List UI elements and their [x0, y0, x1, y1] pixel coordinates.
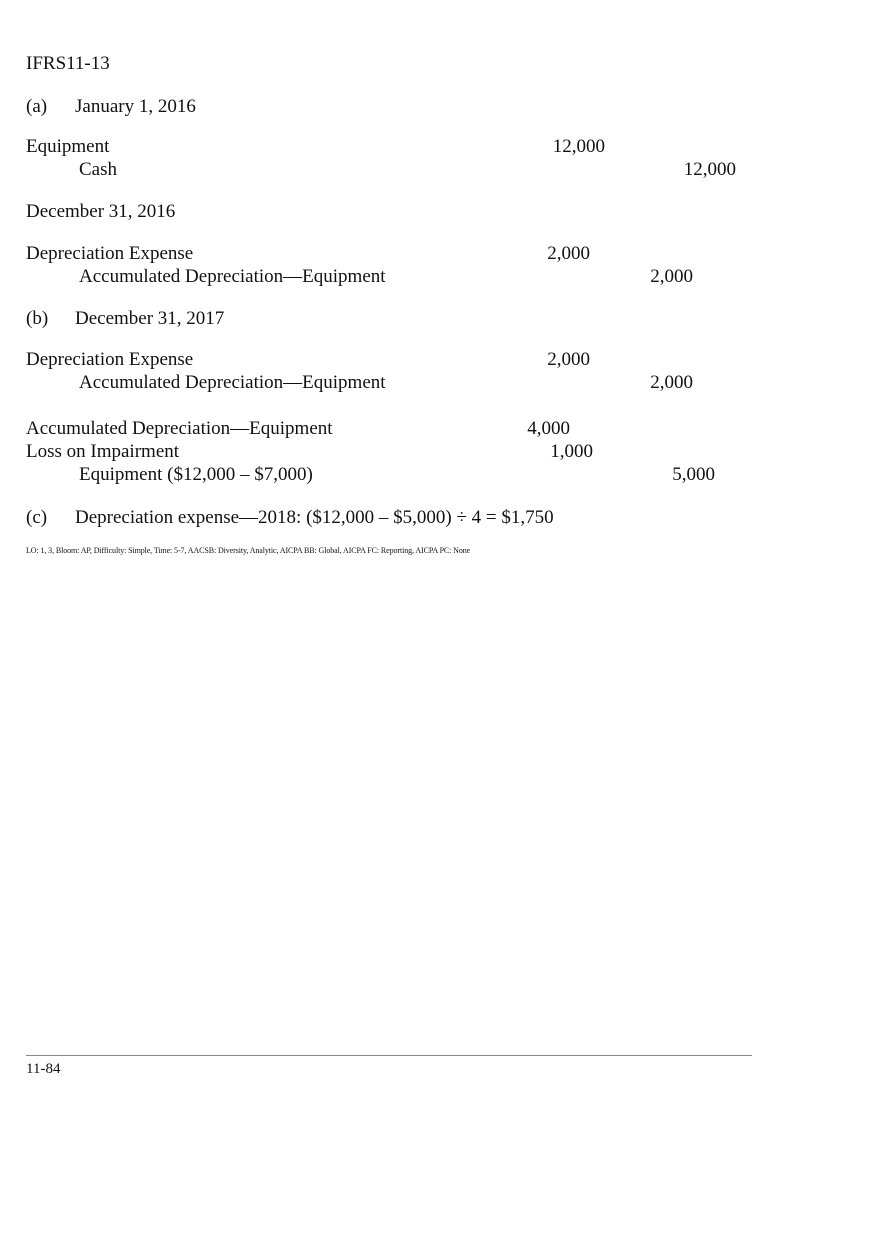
entry-debit-amount: 4,000: [527, 418, 570, 439]
exercise-title: IFRS11-13: [26, 53, 110, 74]
part-a-date-2: December 31, 2016: [26, 201, 176, 222]
entry-credit-amount: 2,000: [650, 372, 693, 393]
part-a-label: (a): [26, 96, 48, 117]
footer-divider: [26, 1055, 752, 1056]
entry-credit-amount: 2,000: [650, 266, 693, 287]
entry-account-credit: Accumulated Depreciation—Equipment: [79, 372, 386, 393]
entry-credit-amount: 5,000: [672, 464, 715, 485]
entry-account-debit: Loss on Impairment: [26, 441, 180, 462]
part-b-label: (b): [26, 308, 49, 329]
entry-credit-amount: 12,000: [683, 159, 736, 180]
page-number: 11-84: [26, 1061, 61, 1077]
learning-objective-line: LO: 1, 3, Bloom: AP, Difficulty: Simple, Time: 5-7, AACSB: Diversity, Analytic, AICPA BB: Global, AICPA FC: Reporting, AICPA PC: None: [26, 546, 471, 555]
entry-account-debit: Equipment: [26, 136, 110, 157]
entry-debit-amount: 12,000: [552, 136, 605, 157]
entry-debit-amount: 2,000: [547, 349, 590, 370]
part-b-date: December 31, 2017: [75, 308, 225, 329]
entry-account-credit: Cash: [79, 159, 117, 180]
part-c-text: Depreciation expense—2018: ($12,000 – $5,000) ÷ 4 = $1,750: [75, 507, 554, 528]
entry-account-credit: Accumulated Depreciation—Equipment: [79, 266, 386, 287]
entry-debit-amount: 2,000: [547, 243, 590, 264]
part-a-date-1: January 1, 2016: [75, 96, 196, 117]
part-c-label: (c): [26, 507, 48, 528]
entry-debit-amount: 1,000: [550, 441, 593, 462]
entry-account-debit: Depreciation Expense: [26, 349, 194, 370]
entry-account-credit: Equipment ($12,000 – $7,000): [79, 464, 313, 485]
entry-account-debit: Accumulated Depreciation—Equipment: [26, 418, 333, 439]
entry-account-debit: Depreciation Expense: [26, 243, 194, 264]
